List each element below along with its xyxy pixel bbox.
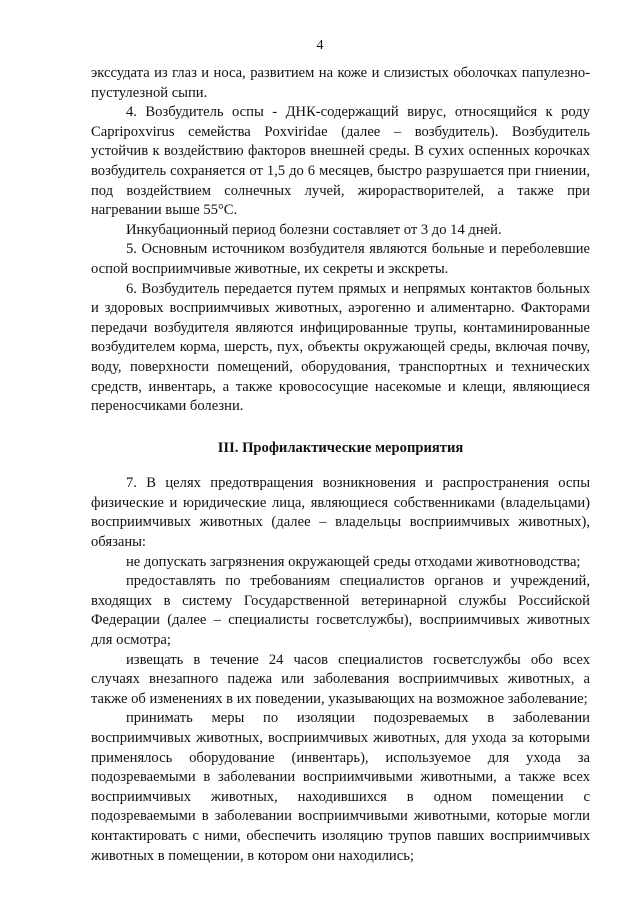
section-heading: III. Профилактические мероприятия [217, 439, 464, 456]
paragraph: извещать в течение 24 часов специалистов госветслужбы обо всех случаях внезапного падежа или заболевания восприимчивых животных, а также об изменениях в их поведении, указывающих на возможное заболевание; [91, 651, 590, 707]
paragraph: принимать меры по изоляции подозреваемых в заболевании восприимчивых животных, восприимчивых животных, для ухода за которыми применялось оборудование (инвентарь), используемое для ухода за подозреваемыми в заболевании восприимчивыми животными, а также всех восприимчивых животных, находившихся в одном помещении с подозреваемыми в заболевании восприимчивыми животными, которые могли контактировать с ними, обеспечить изоляцию трупов павших восприимчивых животных в помещении, в котором они находились; [91, 710, 590, 864]
paragraph: 6. Возбудитель передается путем прямых и непрямых контактов больных и здоровых восприимчивых животных, аэрогенно и алиментарно. Факторами передачи возбудителя являются инфицированные трупы, контаминированные возбудителем корма, шерсть, пух, объекты окружающей среды, включая почву, воду, поверхности помещений, оборудования, транспортных и технических средств, инвентарь, а также кровососущие насекомые и клещи, являющиеся переносчиками болезни. [91, 280, 590, 415]
paragraph: 7. В целях предотвращения возникновения и распространения оспы физические и юридические лица, являющиеся собственниками (владельцами) восприимчивых животных (далее – владельцы восприимчивых животных), обязаны: [91, 475, 590, 551]
paragraph: предоставлять по требованиям специалистов органов и учреждений, входящих в систему Государственной ветеринарной службы Российской Федерации (далее – специалисты госветслужбы), восприимчивых животных для осмотра; [91, 573, 590, 649]
document-body [91, 64, 590, 866]
paragraph: экссудата из глаз и носа, развитием на коже и слизистых оболочках папулезно-пустулезной сыпи. [91, 65, 590, 101]
paragraph: Инкубационный период болезни составляет от 3 до 14 дней. [126, 221, 502, 238]
paragraph: не допускать загрязнения окружающей среды отходами животноводства; [126, 553, 581, 570]
paragraph: 5. Основным источником возбудителя являются больные и переболевшие оспой восприимчивые животные, их секреты и экскреты. [91, 241, 590, 277]
page-number: 4 [316, 38, 324, 53]
paragraph: 4. Возбудитель оспы - ДНК-содержащий вирус, относящийся к роду Capripoxvirus семейства Poxviridae (далее – возбудитель). Возбудитель устойчив к воздействию факторов внешней среды. В сухих оспенных корочках возбудитель сохраняется от 1,5 до 6 месяцев, быстро разрушается при гниении, под воздействием солнечных лучей, жирорастворителей, а также при нагревании выше 55°С. [91, 104, 590, 219]
